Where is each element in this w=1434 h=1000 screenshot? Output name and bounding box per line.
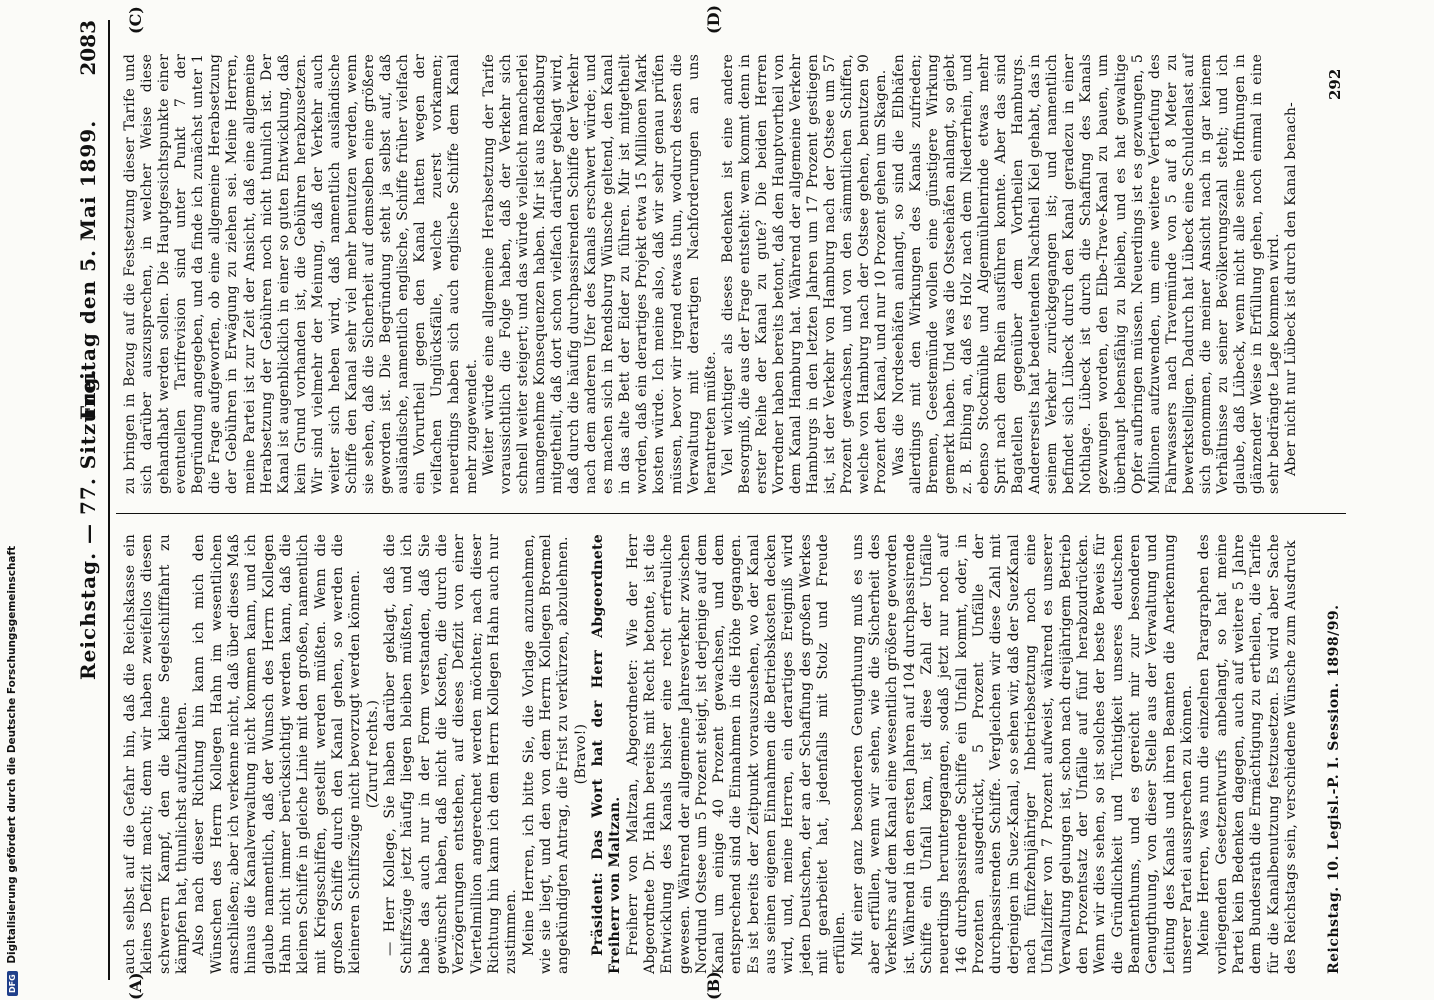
rotated-page-content <box>64 0 1374 1000</box>
paragraph: Meine Herren, ich bitte Sie, die Vorlage anzunehmen, wie sie liegt, und den von dem Herrn Kollegen Broemel angekündigten Antrag, die Frist zu verkürzen, abzulehnen. <box>520 534 572 974</box>
paragraph: Viel wichtiger als dieses Bedenken ist eine andere Besorgniß, die aus der Frage entsteht: wem kommt denn in erster Reihe der Kanal zu gute? Die beiden Herren Vorredner haben bereits betont, daß den Hauptvortheil von dem Kanal Hamburg hat. Während der allgemeine Verkehr Hamburgs in den letzten Jahren um 17 Prozent gestiegen ist, ist der Verkehr von Hamburg nach der Ostsee um 57 Prozent gewachsen, und von den sämmtlichen Schiffen, welche von Hamburg nach der Ostsee gehen, benutzen 90 Prozent den Kanal, und nur 10 Prozent gehen um Skagen. <box>719 54 890 494</box>
footer-session: Reichstag. 10. Legisl.-P. I. Session. 1898/99. <box>1326 604 1342 974</box>
margin-marker-d: (D) <box>704 4 723 34</box>
page-header <box>76 20 104 980</box>
speaker-paragraph: Präsident: Das Wort hat der Herr Abgeordnete Freiherr von Maltzan. <box>589 534 624 974</box>
digitization-credit <box>6 0 22 1000</box>
paragraph: Aber nicht nur Lübeck ist durch den Kanal benach- <box>1283 102 1300 476</box>
speaker-paragraph: Freiherr von Maltzan, Abgeordneter: Wie der Herr Abgeordnete Dr. Hahn bereits mit Recht betonte, ist die Entwicklung des Kanals bisher eine recht erfreuliche gewesen. Während der allgemeine Jahresverkehr zwischen Nordund Ostsee um 5 Prozent steigt, ist derjenige auf dem Kanal um einige 40 Prozent gewachsen, und dem entsprechend sind die Einnahmen in die Höhe gegangen. Es ist bereits der Zeitpunkt vorauszusehen, wo der Kanal aus seinen eigenen Einnahmen die Betriebskosten decken wird, und, meine Herren, ein derartiges Ereigniß wird jeden Deutschen, der an der Schaffung des großen Werkes mit gearbeitet hat, jedenfalls mit Stolz und Freude erfüllen. <box>624 534 849 974</box>
right-text-column <box>122 54 1300 494</box>
dfg-logo-icon: DFG <box>7 971 18 996</box>
paragraph: auch selbst auf die Gefahr hin, daß die Reichskasse ein kleines Defizit macht; denn wir haben zweifellos diesen schwerern Kampf, den die kleine Segelschifffahrt zu kämpfen hat, thunlichst aufzuhalten. <box>122 534 190 974</box>
paragraph: Mit einer ganz besonderen Genugthuung muß es uns aber erfüllen, wenn wir sehen, wie die Sicherheit des Verkehrs auf dem Kanal eine wesentlich größere geworden ist. Während in den ersten Jahren auf 104 durchpassirende Schiffe ein Unfall kam, ist diese Zahl der Unfälle neuerdings heruntergegangen, sodaß jetzt nur noch auf 146 durchpassirende Schiffe ein Unfall kommt, oder, in Prozenten ausgedrückt, 5 Prozent Unfälle der durchpassirenden Schiffe. Vergleichen wir diese Zahl mit derjenigen im Suez-Kanal, so sehen wir, daß der SuezKanal nach fünfzehnjähriger Inbetriebsetzung noch eine Unfallziffer von 7 Prozent aufweist, während es unserer Verwaltung gelungen ist, schon nach dreijährigem Betrieb den Prozentsatz der Unfälle auf fünf herabzudrücken. Wenn wir dies sehen, so ist solches der beste Beweis für die Gründlichkeit und Tüchtigkeit unseres deutschen Beamtenthums, und es gereicht mir zur besonderen Genugthuung, von dieser Stelle aus der Verwaltung und Leitung des Kanals und ihren Beamten die Anerkennung unserer Partei aussprechen zu können. <box>849 534 1196 974</box>
paragraph: Weiter würde eine allgemeine Herabsetzung der Tarife voraussichtlich die Folge haben, daß der Verkehr sich schnell weiter steigert; und das würde vielleicht mancherlei unangenehme Konsequenzen haben. Mir ist aus Rendsburg mitgetheilt, daß dort schon vielfach darüber geklagt wird, daß durch die häufig durchpassirenden Schiffe der Verkehr nach dem anderen Ufer des Kanals erschwert würde; und es machen sich in Rendsburg Wünsche geltend, den Kanal in das alte Bett der Eider zu führen. Mir ist mitgetheilt worden, daß ein derartiges Projekt etwa 15 Millionen Mark kosten würde. Ich meine also, daß wir sehr genau prüfen müssen, bevor wir irgend etwas thun, wodurch dessen die Verwaltung mit derartigen Nachforderungen an uns herantreten müßte. <box>480 54 719 494</box>
header-date: Freitag den 5. Mai 1899. <box>76 119 100 420</box>
column-divider <box>116 513 1346 514</box>
footer-sheet-number: 292 <box>1326 68 1344 100</box>
paragraph: Also nach dieser Richtung hin kann ich mich den Wünschen des Herrn Kollegen Hahn im wesentlichen anschließen; aber ich verkenne nicht, daß über dieses Maß hinaus die Kanalverwaltung nicht kommen kann, und ich glaube namentlich, daß der Wunsch des Herrn Kollegen Hahn nicht immer berücksichtigt werden kann, daß die kleinen Schiffe in gleiche Linie mit den großen, namentlich mit Kriegsschiffen, gestellt werden müßten. Wenn die großen Schiffe durch den Kanal gehen, so werden die kleineren Schiffszüge nicht bevorzugt werden können. <box>191 534 364 974</box>
paragraph: zu bringen in Bezug auf die Festsetzung dieser Tarife und sich darüber auszusprechen, in welcher Weise diese gehandhabt werden sollen. Die Hauptgesichtspunkte einer eventuellen Tarifrevision sind unter Punkt 7 der Begründung angegeben, und da finde ich zunächst unter 1 die Frage aufgeworfen, ob eine allgemeine Herabsetzung der Gebühren in Erwägung zu ziehen sei. Meine Herren, meine Partei ist zur Zeit der Ansicht, daß eine allgemeine Herabsetzung der Gebühren noch nicht thunlich ist. Der Kanal ist augenblicklich in einer so guten Entwicklung, daß kein Grund vorhanden ist, die Gebühren herabzusetzen. Wir sind vielmehr der Meinung, daß der Verkehr auch weiter sich heben wird, daß namentlich ausländische Schiffe den Kanal sehr viel mehr benutzen werden, wenn sie sehen, daß die Sicherheit auf demselben eine größere geworden ist. Die Begründung steht ja selbst auf, daß ausländische, namentlich englische, Schiffe früher vielfach ein Vorurtheil gegen den Kanal hatten wegen der vielfachen Unglücksfälle, welche zuerst vorkamen; neuerdings haben sich auch englische Schiffe dem Kanal mehr zugewendet. <box>122 54 480 494</box>
margin-marker-a: (A) <box>126 972 145 1000</box>
page-number: 2083 <box>76 20 100 76</box>
header-session: Reichstag. — 77. Sitzung. <box>76 368 100 680</box>
header-rule <box>108 20 110 980</box>
margin-marker-b: (B) <box>704 971 723 1000</box>
credit-text: Digitalisierung gefördert durch die Deutsche Forschungsgemeinschaft <box>6 545 18 964</box>
left-text-column <box>122 534 1300 974</box>
paragraph: Was die Nordseehäfen anlangt, so sind die Elbhäfen allerdings mit den Wirkungen des Kanals zufrieden; Bremen, Geestemünde wollen eine günstigere Wirkung gemerkt haben. Und was die Ostseehäfen anlangt, so giebt z. B. Elbing an, daß es Holz nach dem Niederrhein, und ebenso Stockmühle und Algenmühlenrinde etwas mehr Sprit nach dem Rhein ausführen konnte. Aber das sind Bagatellen gegenüber dem Vortheilen Hamburgs. Andererseits hat bedeutenden Nachtheil Kiel gehabt, das in seinem Verkehr zurückgegangen ist; und namentlich befindet sich Lübeck durch den Kanal geradezu in einer Nothlage. Lübeck ist durch die Schaffung des Kanals gezwungen worden, den Elbe-Trave-Kanal zu bauen, um überhaupt lebensfähig zu bleiben, und es hat gewaltige Opfer aufbringen müssen. Neuerdings ist es gezwungen, 5 Millionen aufzuwenden, um eine weitere Vertiefung des Fahrwassers nach Travemünde von 5 auf 8 Meter zu bewerkstelligen. Dadurch hat Lübeck eine Schuldenlast auf sich genommen, die meiner Ansicht nach in gar keinem Verhältnisse zu seiner Bevölkerungszahl steht; und ich glaube, daß Lübeck, wenn nicht alle seine Hoffnungen in glänzender Weise in Erfüllung gehen, noch einmal in eine sehr bedrängte Lage kommen wird. <box>890 54 1283 494</box>
paragraph: — Herr Kollege, Sie haben darüber geklagt, daß die Schiffszüge jetzt häufig liegen bleiben müßten, und ich habe das auch nur in der Form verstanden, daß Sie gewünscht haben, daß nicht die Kosten, die durch die Verzögerungen entstehen, auf dieses Defizit von einer Viertelmillion angerechnet werden möchten; nach dieser Richtung hin kann ich dem Herrn Kollegen Hahn auch nur zustimmen. <box>381 534 520 974</box>
paragraph: Meine Herren, was nun die einzelnen Paragraphen des vorliegenden Gesetzentwurfs anbelangt, so hat meine Partei kein Bedenken dagegen, auch auf weitere 5 Jahre dem Bundesrath die Ermächtigung zu ertheilen, die Tarife für die Kanalbenutzung festzusetzen. Es wird aber Sache des Reichstags sein, verschiedene Wünsche zum Ausdruck <box>1196 534 1299 974</box>
interjection: (Zuruf rechts.) <box>364 699 381 809</box>
interjection: (Bravo!) <box>572 723 589 785</box>
margin-marker-c: (C) <box>126 6 145 34</box>
